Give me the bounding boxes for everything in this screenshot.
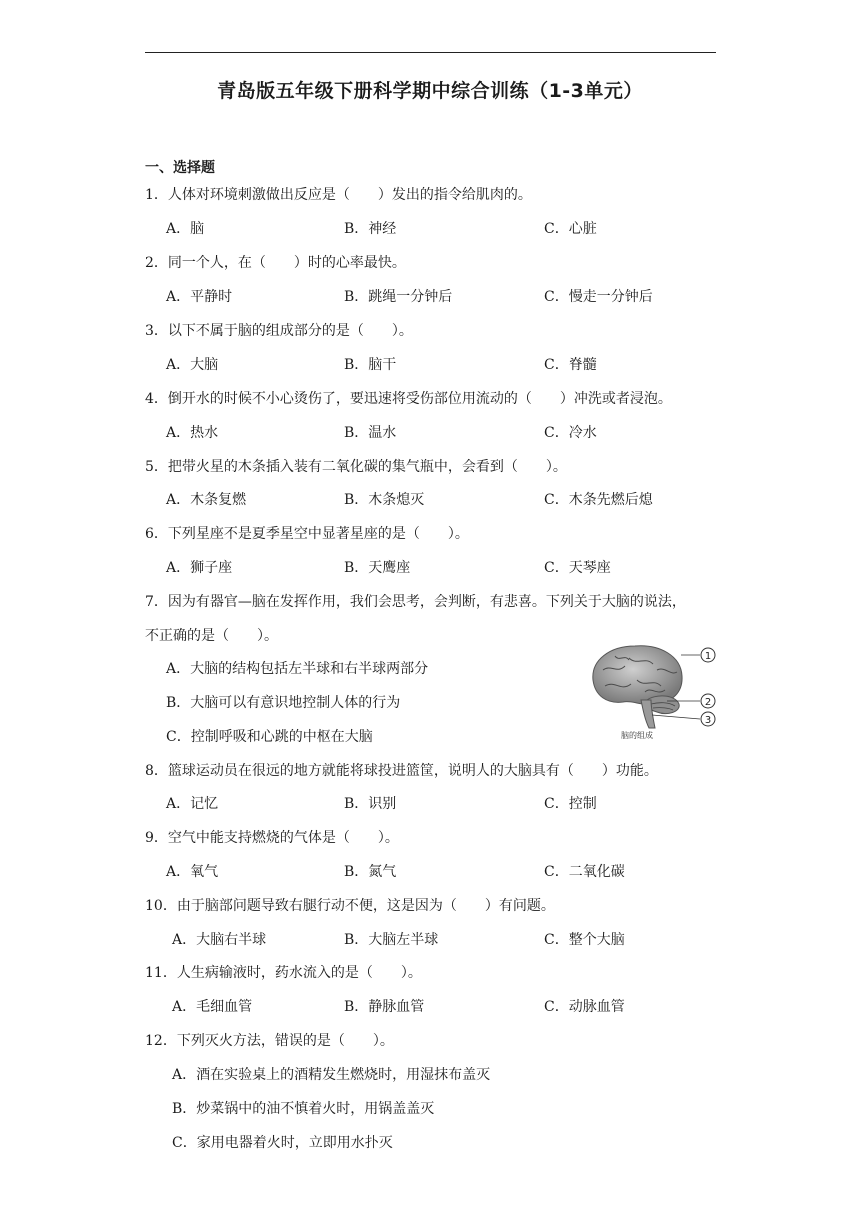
question-8: 8．篮球运动员在很远的地方就能将球投进篮筐，说明人的大脑具有（ ）功能。 bbox=[145, 763, 658, 779]
q10-option-a: A．大脑右半球 bbox=[172, 932, 267, 948]
question-4: 4．倒开水的时候不小心烫伤了，要迅速将受伤部位用流动的（ ）冲洗或者浸泡。 bbox=[145, 391, 672, 407]
page-title: 青岛版五年级下册科学期中综合训练（1-3单元） bbox=[217, 80, 643, 102]
section-heading: 一、选择题 bbox=[145, 160, 215, 176]
question-7: 7．因为有器官—脑在发挥作用，我们会思考，会判断，有悲喜。下列关于大脑的说法， bbox=[145, 594, 686, 610]
brain-illustration bbox=[585, 640, 720, 740]
label-2: 2 bbox=[704, 697, 712, 708]
question-7-cont: 不正确的是（ ）。 bbox=[145, 628, 278, 644]
q12-option-c: C．家用电器着火时，立即用水扑灭 bbox=[172, 1135, 393, 1151]
question-12: 12．下列灭火方法，错误的是（ ）。 bbox=[145, 1033, 394, 1049]
label-1: 1 bbox=[704, 651, 712, 662]
q7-option-c: C．控制呼吸和心跳的中枢在大脑 bbox=[166, 729, 373, 745]
question-5: 5．把带火星的木条插入装有二氧化碳的集气瓶中，会看到（ ）。 bbox=[145, 459, 567, 475]
q4-option-a: A．热水 bbox=[166, 425, 219, 441]
q5-option-a: A．木条复燃 bbox=[166, 492, 247, 508]
q12-option-a: A．酒在实验桌上的酒精发生燃烧时，用湿抹布盖灭 bbox=[172, 1067, 491, 1083]
q11-option-a: A．毛细血管 bbox=[172, 999, 253, 1015]
q1-option-c: C．心脏 bbox=[544, 221, 597, 237]
q10-option-b: B．大脑左半球 bbox=[344, 932, 439, 948]
question-1: 1．人体对环境刺激做出反应是（ ）发出的指令给肌肉的。 bbox=[145, 187, 532, 203]
q10-option-c: C．整个大脑 bbox=[544, 932, 625, 948]
q1-option-b: B．神经 bbox=[344, 221, 397, 237]
q11-option-b: B．静脉血管 bbox=[344, 999, 425, 1015]
question-2: 2．同一个人，在（ ）时的心率最快。 bbox=[145, 255, 406, 271]
q8-option-b: B．识别 bbox=[344, 796, 397, 812]
q9-option-b: B．氮气 bbox=[344, 864, 397, 880]
q6-option-a: A．狮子座 bbox=[166, 560, 233, 576]
figure-caption: 脑的组成 bbox=[621, 731, 653, 740]
question-9: 9．空气中能支持燃烧的气体是（ ）。 bbox=[145, 830, 399, 846]
question-6: 6．下列星座不是夏季星空中显著星座的是（ ）。 bbox=[145, 526, 469, 542]
q11-option-c: C．动脉血管 bbox=[544, 999, 625, 1015]
q5-option-c: C．木条先燃后熄 bbox=[544, 492, 653, 508]
q5-option-b: B．木条熄灭 bbox=[344, 492, 425, 508]
q9-option-a: A．氧气 bbox=[166, 864, 219, 880]
q8-option-c: C．控制 bbox=[544, 796, 597, 812]
q7-option-b: B．大脑可以有意识地控制人体的行为 bbox=[166, 695, 401, 711]
question-11: 11．人生病输液时，药水流入的是（ ）。 bbox=[145, 965, 422, 981]
question-3: 3．以下不属于脑的组成部分的是（ ）。 bbox=[145, 323, 413, 339]
q3-option-a: A．大脑 bbox=[166, 357, 219, 373]
q6-option-c: C．天琴座 bbox=[544, 560, 611, 576]
q12-option-b: B．炒菜锅中的油不慎着火时，用锅盖盖灭 bbox=[172, 1101, 435, 1117]
q9-option-c: C．二氧化碳 bbox=[544, 864, 625, 880]
q1-option-a: A．脑 bbox=[166, 221, 205, 237]
q8-option-a: A．记忆 bbox=[166, 796, 219, 812]
q2-option-b: B．跳绳一分钟后 bbox=[344, 289, 453, 305]
q7-option-a: A．大脑的结构包括左半球和右半球两部分 bbox=[166, 661, 429, 677]
q2-option-c: C．慢走一分钟后 bbox=[544, 289, 653, 305]
header-rule bbox=[145, 52, 716, 53]
brain-diagram bbox=[585, 640, 720, 740]
q3-option-c: C．脊髓 bbox=[544, 357, 597, 373]
label-3: 3 bbox=[704, 715, 712, 726]
q6-option-b: B．天鹰座 bbox=[344, 560, 411, 576]
q4-option-c: C．冷水 bbox=[544, 425, 597, 441]
q3-option-b: B．脑干 bbox=[344, 357, 397, 373]
q2-option-a: A．平静时 bbox=[166, 289, 233, 305]
question-10: 10．由于脑部问题导致右腿行动不便，这是因为（ ）有问题。 bbox=[145, 898, 555, 914]
q4-option-b: B．温水 bbox=[344, 425, 397, 441]
